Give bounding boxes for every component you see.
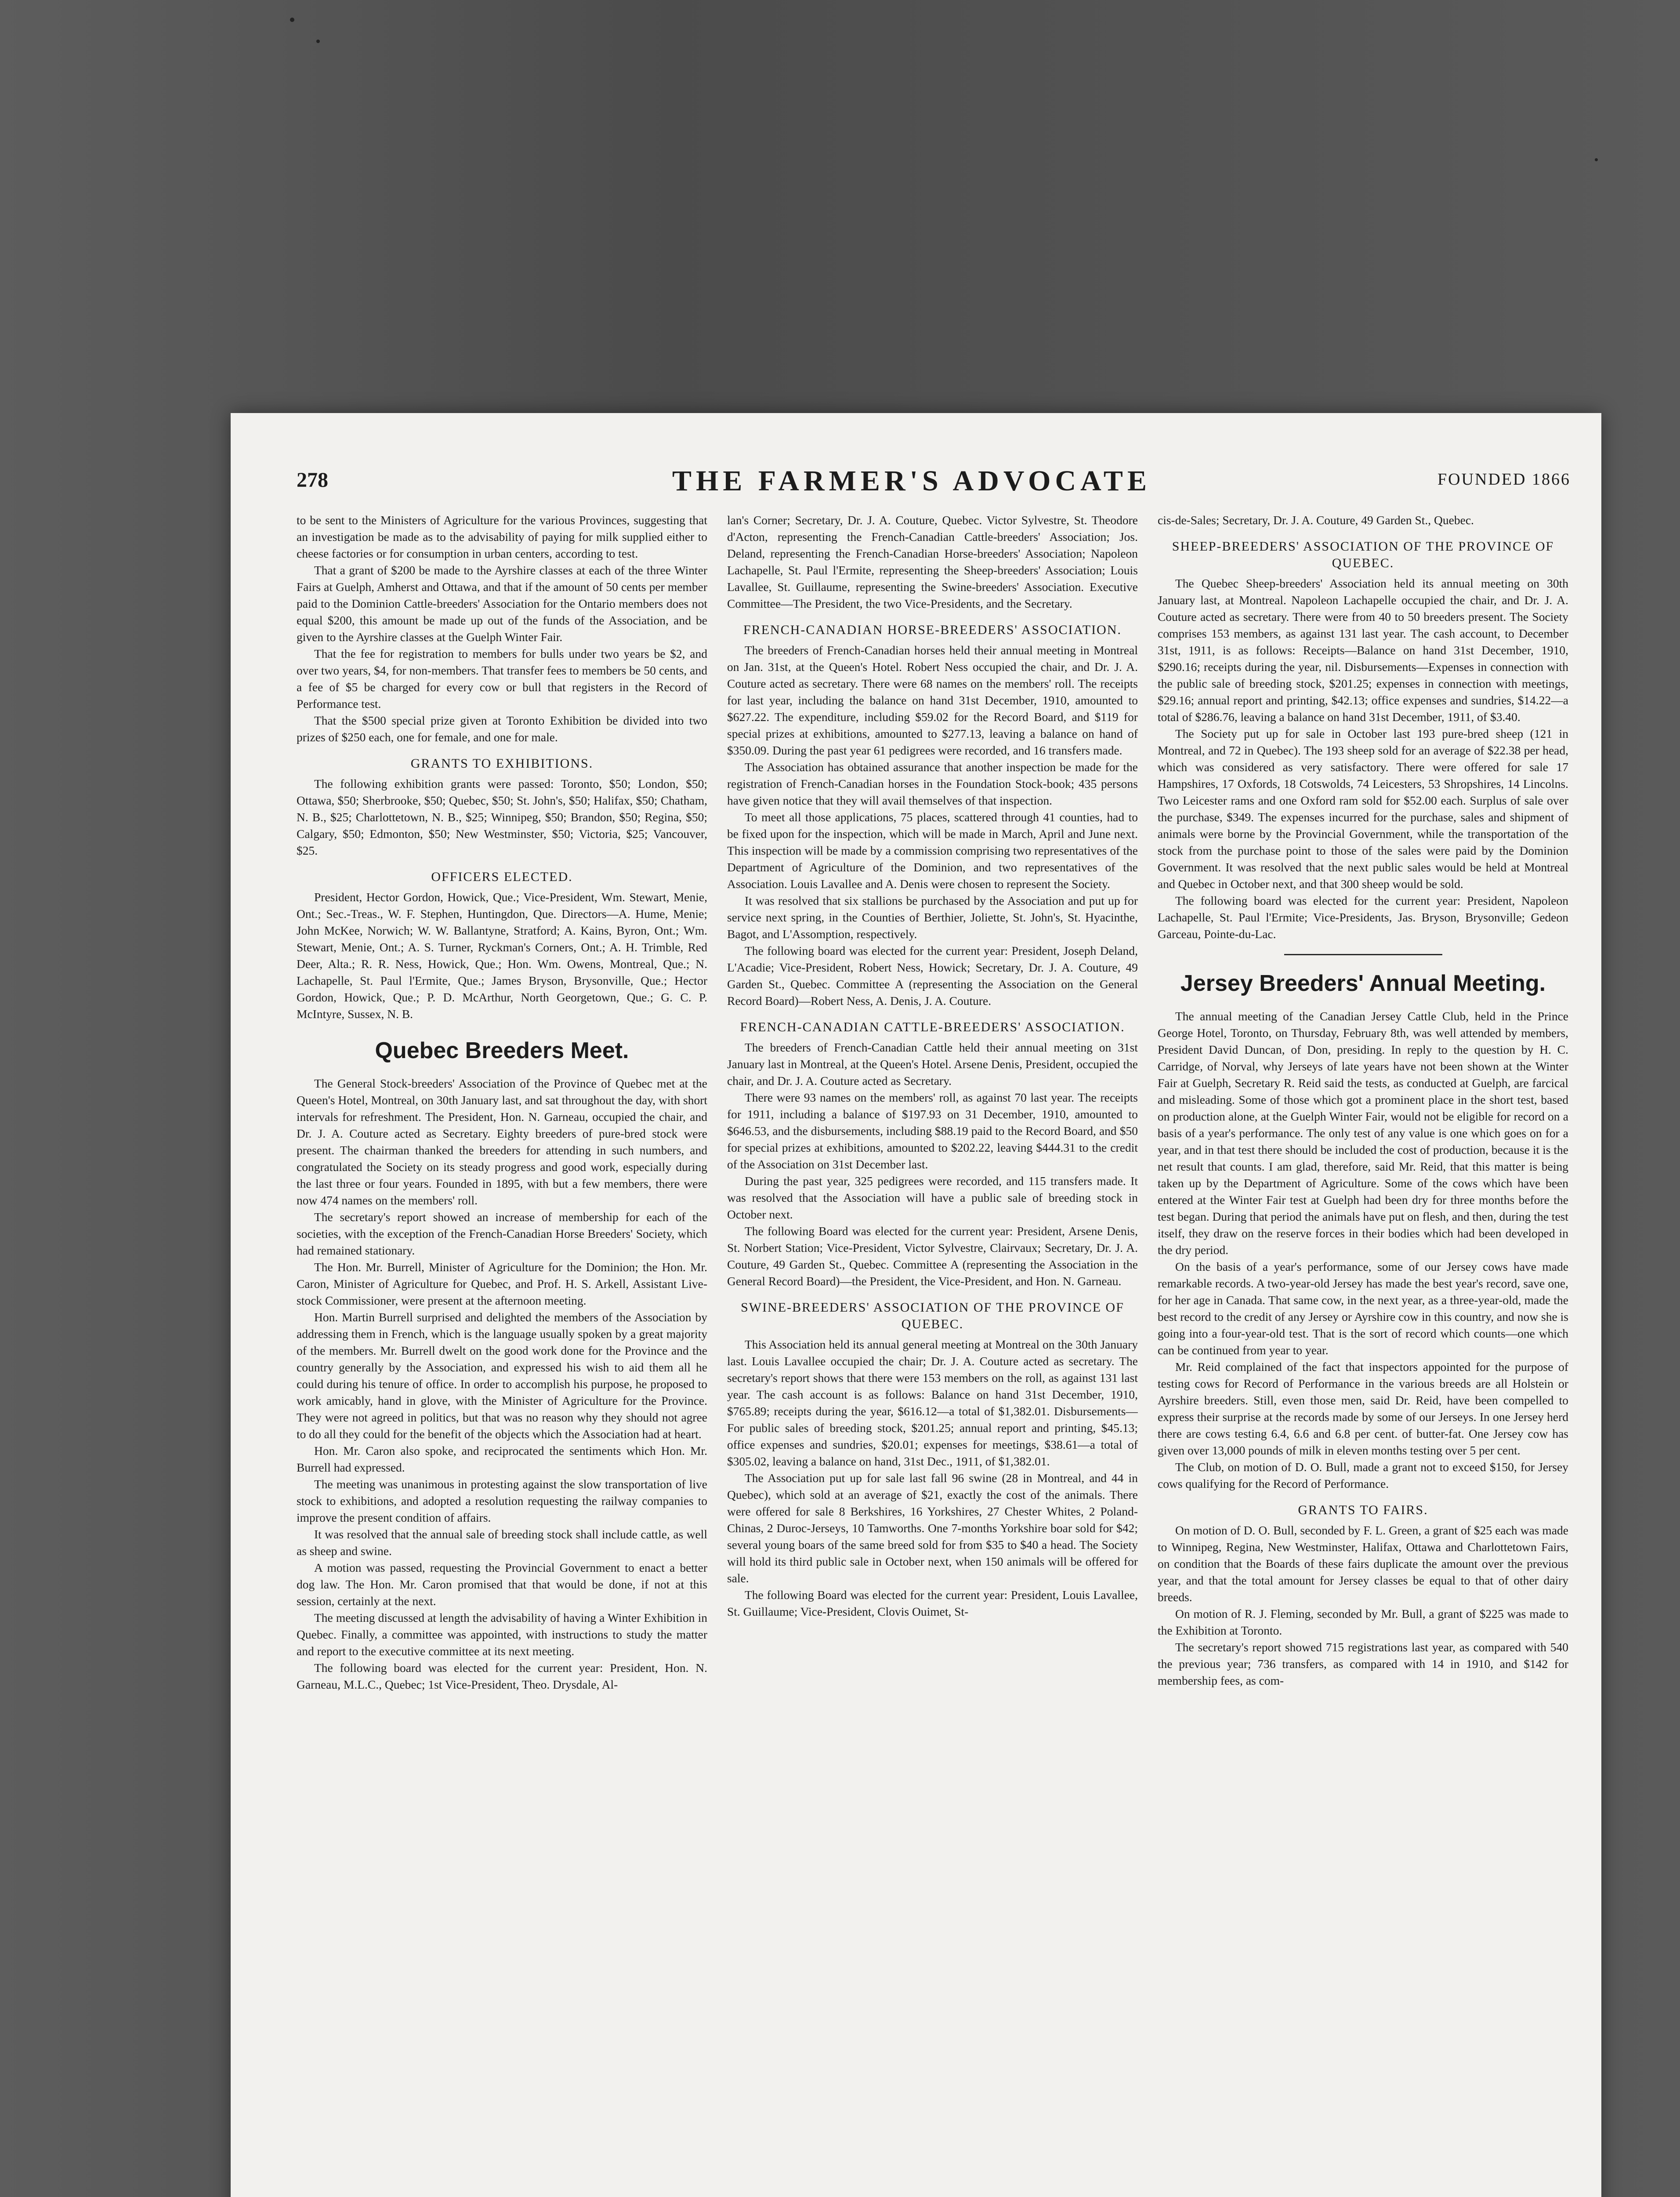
paragraph: The meeting discussed at length the advisability of having a Winter Exhibition in Quebec. Finally, a committee was appointed, with instructions to study the matter and report to the executive committee at its next meeting. [297, 1611, 707, 1658]
divider-rule [1284, 954, 1442, 955]
column-3 [1158, 512, 1568, 2197]
paragraph: The Club, on motion of D. O. Bull, made a grant not to exceed $150, for Jersey cows qualifying for the Record of Performance. [1158, 1460, 1568, 1490]
masthead [297, 465, 1571, 508]
paragraph: There were 93 names on the members' roll, as against 70 last year. The receipts for 1911, including a balance of $197.93 on 31 December, 1910, amounted to $646.53, and the disbursements, including $88.19 paid to the Record Board, and $50 for special prizes at exhibitions, amounted to $202.22, leaving $444.31 to the credit of the Association on 31st December last. [727, 1091, 1138, 1171]
scan-speck [316, 40, 320, 43]
paragraph: It was resolved that the annual sale of breeding stock shall include cattle, as well as sheep and swine. [297, 1527, 707, 1558]
paragraph: The following board was elected for the current year: President, Napoleon Lachapelle, St. Paul l'Ermite; Vice-Presidents, Jas. Bryson, Brysonville; Gedeon Garceau, Pointe-du-Lac. [1158, 894, 1568, 941]
scan-speck [1595, 158, 1598, 161]
section-heading: OFFICERS ELECTED. [431, 870, 573, 884]
paragraph: The Association put up for sale last fall 96 swine (28 in Montreal, and 44 in Quebec), which sold at an average of $21, exactly the cost of the animals. There were offered for sale 8 Berkshires, 16 Yorkshires, 27 Chester Whites, 2 Poland-Chinas, 2 Duroc-Jerseys, 10 Tamworths. One 7-months Yorkshire boar sold for $42; several young boars of the same breed sold for from $35 to $40 a head. The Society will hold its third public sale in October next, when 150 animals will be offered for sale. [727, 1471, 1138, 1585]
paragraph: It was resolved that six stallions be purchased by the Association and put up for service next spring, in the Counties of Berthier, Joliette, St. John's, St. Hyacinthe, Bagot, and L'Assomption, respectively. [727, 894, 1138, 941]
paragraph: The breeders of French-Canadian horses held their annual meeting in Montreal on Jan. 31st, at the Queen's Hotel. Robert Ness occupied the chair, and Dr. J. A. Couture acted as secretary. There were 68 names on the members' roll. The receipts for last year, including the balance on hand 31st December, 1910, amounted to $627.22. The expenditure, including $59.02 for the Record Board, and $119 for special prizes at exhibitions, amounted to $277.13, leaving a balance on hand of $350.09. During the past year 61 pedigrees were recorded, and 16 transfers made. [727, 643, 1138, 757]
paragraph: lan's Corner; Secretary, Dr. J. A. Couture, Quebec. Victor Sylvestre, St. Theodore d'Acton, representing the French-Canadian Cattle-breeders' Association; Jos. Deland, representing the French-Canadian Horse-breeders' Association; Napoleon Lachapelle, St. Paul l'Ermite, representing the Sheep-breeders' Association; Louis Lavallee, St. Guillaume, representing the Swine-breeders' Association. Executive Committee—The President, the two Vice-Presidents, and the Secretary. [727, 513, 1138, 610]
paragraph: That a grant of $200 be made to the Ayrshire classes at each of the three Winter Fairs at Guelph, Amherst and Ottawa, and that if the amount of 50 cents per member paid to the Dominion Cattle-breeders' Association for the Ontario members does not equal $200, this amount be made up out of the funds of the Association, and be given to the Ayrshire classes at the Guelph Winter Fair. [297, 563, 707, 644]
scan-speck [290, 18, 294, 22]
paragraph: Hon. Martin Burrell surprised and delighted the members of the Association by addressing them in French, which is the language usually spoken by a great majority of the members. Mr. Burrell dwelt on the good work done for the Province and the country generally by the Association, and expressed his wish to aid them all he could during his tenure of office. In order to accomplish his purpose, he proposed to work amicably, hand in glove, with the Minister of Agriculture for the Province. They were not agreed in politics, but that was no reason why they should not agree to do all they could for the benefit of the objects which the Association had at heart. [297, 1310, 707, 1441]
paragraph: to be sent to the Ministers of Agriculture for the various Provinces, suggesting that an investigation be made as to the advisability of paying for milk supplied either to cheese factories or for consumption in urban centers, according to test. [297, 513, 707, 560]
section-heading: SWINE-BREEDERS' ASSOCIATION OF THE PROVINCE OF QUEBEC. [741, 1300, 1124, 1331]
paragraph: Hon. Mr. Caron also spoke, and reciprocated the sentiments which Hon. Mr. Burrell had expressed. [297, 1444, 707, 1474]
paragraph: On the basis of a year's performance, some of our Jersey cows have made remarkable records. A two-year-old Jersey has made the best year's record, save one, for her age in Canada. That same cow, in the next year, as a three-year-old, made the best record to the credit of any Jersey or Ayrshire cow in this country, and now she is going into a four-year-old test. That is the sort of record which counts—one which can be continued from year to year. [1158, 1260, 1568, 1357]
journal-title: THE FARMER'S ADVOCATE [672, 465, 1151, 497]
paragraph: The meeting was unanimous in protesting against the slow transportation of live stock to exhibitions, and adopted a resolution requesting the railway companies to improve the present condition of affairs. [297, 1477, 707, 1524]
paragraph: During the past year, 325 pedigrees were recorded, and 115 transfers made. It was resolved that the Association will have a public sale of breeding stock in October next. [727, 1174, 1138, 1221]
paragraph: The Society put up for sale in October last 193 pure-bred sheep (121 in Montreal, and 72 in Quebec). The 193 sheep sold for an average of $22.38 per head, which was considered as very satisfactory. There were offered for sale 17 Hampshires, 17 Oxfords, 18 Cotswolds, 74 Leicesters, 53 Shropshires, 14 Lincolns. Two Leicester rams and one Oxford ram sold for $52.00 each. Surplus of sale over the purchase, $349. The expenses incurred for the purchase, sales and shipment of animals were borne by the Provincial Government, while the transportation of the stock from the purchase point to those of the sales were paid by the Dominion Government. It was resolved that the next public sales would be held at Montreal and Quebec in October next, and that 300 sheep would be sold. [1158, 727, 1568, 891]
paragraph: On motion of D. O. Bull, seconded by F. L. Green, a grant of $25 each was made to Winnipeg, Regina, New Westminster, Halifax, Ottawa and Charlottetown Fairs, on condition that the Boards of these fairs duplicate the amount over the previous year, and that the total amount for Jersey classes be equal to that of other dairy breeds. [1158, 1523, 1568, 1604]
article-headline: Jersey Breeders' Annual Meeting. [1180, 971, 1546, 996]
paragraph: The Hon. Mr. Burrell, Minister of Agriculture for the Dominion; the Hon. Mr. Caron, Minister of Agriculture for Quebec, and Prof. H. S. Arkell, Assistant Live-stock Commissioner, were present at the afternoon meeting. [297, 1260, 707, 1307]
paragraph: The Quebec Sheep-breeders' Association held its annual meeting on 30th January last, at Montreal. Napoleon Lachapelle occupied the chair, and Dr. J. A. Couture acted as secretary. There were from 40 to 50 breeders present. The Society comprises 153 members, as against 131 last year. The cash account, to December 31st, 1911, is as follows: Receipts—Balance on hand 31st December, 1910, $290.16; receipts during the year, nil. Disbursements—Expenses in connection with the public sale of breeding stock, $201.25; expenses in connection with meetings, $29.16; annual report and printing, $42.13; office expenses and sundries, $14.22—a total of $286.76, leaving a balance on hand 31st December, 1911, of $3.40. [1158, 576, 1568, 724]
paragraph: The annual meeting of the Canadian Jersey Cattle Club, held in the Prince George Hotel, Toronto, on Thursday, February 8th, was well attended by members, President David Duncan, of Don, presiding. In reply to the question by H. C. Carridge, of Norval, why Jerseys of late years have not been shown at the Winter Fair at Guelph, Secretary R. Reid said the tests, as conducted at Guelph, are farcical and misleading. Some of those which got a prominent place in the short test, based on production alone, at the Guelph Winter Fair, would not be eligible for record on a basis of a year's performance. The only test of any value is one which goes on for a year, and in that test there should be included the cost of production, because it is the net result that counts. I am glad, therefore, said Mr. Reid, that this matter is being taken up by the Department of Agriculture. Some of the cows which have been entered at the Winter Fair test at Guelph had been dry for three months before the test began. During that period the animals have put on flesh, and then, during the test itself, they draw on the reserve forces in their bodies which had been developed in the dry period. [1158, 1009, 1568, 1257]
paragraph: The General Stock-breeders' Association of the Province of Quebec met at the Queen's Hotel, Montreal, on 30th January last, and sat throughout the day, with short intervals for refreshment. The President, Hon. N. Garneau, occupied the chair, and Dr. J. A. Couture acted as Secretary. Eighty breeders of pure-bred stock were present. The chairman thanked the breeders for attending in such numbers, and congratulated the Society on its steady progress and good work, especially during the last three or four years. Founded in 1895, with but a few members, there were now 474 names on the members' roll. [297, 1077, 707, 1207]
article-headline: Quebec Breeders Meet. [375, 1038, 629, 1063]
paragraph: The Association has obtained assurance that another inspection be made for the registration of French-Canadian horses in the Foundation Stock-book; 435 persons have given notice that they will avail themselves of that inspection. [727, 760, 1138, 807]
section-heading: GRANTS TO FAIRS. [1298, 1503, 1428, 1517]
paragraph: The secretary's report showed 715 registrations last year, as compared with 540 the previous year; 736 transfers, as compared with 14 in 1910, and $142 for membership fees, as com- [1158, 1640, 1568, 1687]
founded-note: FOUNDED 1866 [1437, 470, 1571, 489]
paragraph: The following exhibition grants were passed: Toronto, $50; London, $50; Ottawa, $50; Sherbrooke, $50; Quebec, $50; St. John's, $50; Halifax, $50; Chatham, N. B., $25; Charlottetown, N. B., $25; Winnipeg, $50; Brandon, $50; Regina, $50; Calgary, $50; Edmonton, $50; New Westminster, $50; Victoria, $25; Vancouver, $25. [297, 777, 707, 857]
column-2 [727, 512, 1138, 2197]
paragraph: The following board was elected for the current year: President, Hon. N. Garneau, M.L.C., Quebec; 1st Vice-President, Theo. Drysdale, Al- [297, 1661, 707, 1691]
paragraph: That the $500 special prize given at Toronto Exhibition be divided into two prizes of $250 each, one for female, and one for male. [297, 714, 707, 744]
paragraph: Mr. Reid complained of the fact that inspectors appointed for the purpose of testing cows for Record of Performance in the various breeds are all Holstein or Ayrshire breeders. Still, even those men, said Dr. Reid, have been compelled to express their surprise at the records made by some of our Jerseys. In one Jersey herd there are cows testing 6.4, 6.6 and 6.8 per cent. of butter-fat. One Jersey cow has given over 13,000 pounds of milk in eleven months testing over 5 per cent. [1158, 1360, 1568, 1457]
paragraph: A motion was passed, requesting the Provincial Government to enact a better dog law. The Hon. Mr. Caron promised that that would be done, if not at this session, certainly at the next. [297, 1561, 707, 1608]
paragraph: President, Hector Gordon, Howick, Que.; Vice-President, Wm. Stewart, Menie, Ont.; Sec.-Treas., W. F. Stephen, Huntingdon, Que. Directors—A. Hume, Menie; John McKee, Norwich; W. W. Ballantyne, Stratford; A. Kains, Byron, Ont.; Wm. Stewart, Menie, Ont.; A. S. Turner, Ryckman's Corners, Ont.; A. H. Trimble, Red Deer, Alta.; R. R. Ness, Howick, Que.; Hon. Wm. Owens, Montreal, Que.; N. Lachapelle, St. Paul l'Ermite, Que.; James Bryson, Brysonville, Que.; Hector Gordon, Howick, Que.; P. D. McArthur, North Georgetown, Que.; G. C. P. McIntyre, Sussex, N. B. [297, 890, 707, 1021]
column-1 [297, 512, 707, 2197]
section-heading: FRENCH-CANADIAN HORSE-BREEDERS' ASSOCIATION. [743, 623, 1122, 637]
paragraph: This Association held its annual general meeting at Montreal on the 30th January last. Louis Lavallee occupied the chair; Dr. J. A. Couture acted as secretary. The secretary's report shows that there were 153 members on the roll, as against 131 last year. The cash account is as follows: Balance on hand 31st December, 1910, $765.89; receipts during the year, $616.12—a total of $1,382.01. Disbursements—For public sales of breeding stock, $201.25; annual report and printing, $45.13; office expenses and sundries, $20.01; expenses for meetings, $38.61—a total of $305.02, leaving a balance on hand, 31st Dec., 1911, of $1,382.01. [727, 1338, 1138, 1468]
paragraph: The secretary's report showed an increase of membership for each of the societies, with the exception of the French-Canadian Horse Breeders' Society, which had remained stationary. [297, 1210, 707, 1257]
page-number: 278 [297, 468, 328, 492]
section-heading: GRANTS TO EXHIBITIONS. [410, 756, 594, 771]
section-heading: FRENCH-CANADIAN CATTLE-BREEDERS' ASSOCIATION. [740, 1020, 1125, 1034]
paragraph: That the fee for registration to members for bulls under two years be $2, and over two years, $4, for non-members. That transfer fees to members be 50 cents, and a fee of $5 be charged for every cow or bull that registers in the Record of Performance test. [297, 647, 707, 711]
paragraph: The following Board was elected for the current year: President, Louis Lavallee, St. Guillaume; Vice-President, Clovis Ouimet, St- [727, 1588, 1138, 1618]
paragraph: The breeders of French-Canadian Cattle held their annual meeting on 31st January last in Montreal, at the Queen's Hotel. Arsene Denis, President, occupied the chair, and Dr. J. A. Couture acted as Secretary. [727, 1040, 1138, 1088]
section-heading: SHEEP-BREEDERS' ASSOCIATION OF THE PROVINCE OF QUEBEC. [1172, 539, 1554, 570]
paragraph: The following board was elected for the current year: President, Joseph Deland, L'Acadie; Vice-President, Robert Ness, Howick; Secretary, Dr. J. A. Couture, 49 Garden St., Quebec. Committee A (representing the Association on the General Record Board)—Robert Ness, A. Denis, J. A. Couture. [727, 944, 1138, 1008]
paragraph: cis-de-Sales; Secretary, Dr. J. A. Couture, 49 Garden St., Quebec. [1158, 513, 1474, 527]
paragraph: On motion of R. J. Fleming, seconded by Mr. Bull, a grant of $225 was made to the Exhibition at Toronto. [1158, 1607, 1568, 1637]
paragraph: To meet all those applications, 75 places, scattered through 41 counties, had to be fixed upon for the inspection, which will be made in March, April and June next. This inspection will be made by a commission comprising two representatives of the Department of Agriculture of the Dominion, and two representatives of the Association. Louis Lavallee and A. Denis were chosen to represent the Society. [727, 810, 1138, 891]
paragraph: The following Board was elected for the current year: President, Arsene Denis, St. Norbert Station; Vice-President, Victor Sylvestre, Clairvaux; Secretary, Dr. J. A. Couture, 49 Garden St., Quebec. Committee A (representing the Association in the General Record Board)—the President, the Vice-President, and Hon. N. Garneau. [727, 1224, 1138, 1288]
newspaper-page [231, 413, 1601, 2197]
